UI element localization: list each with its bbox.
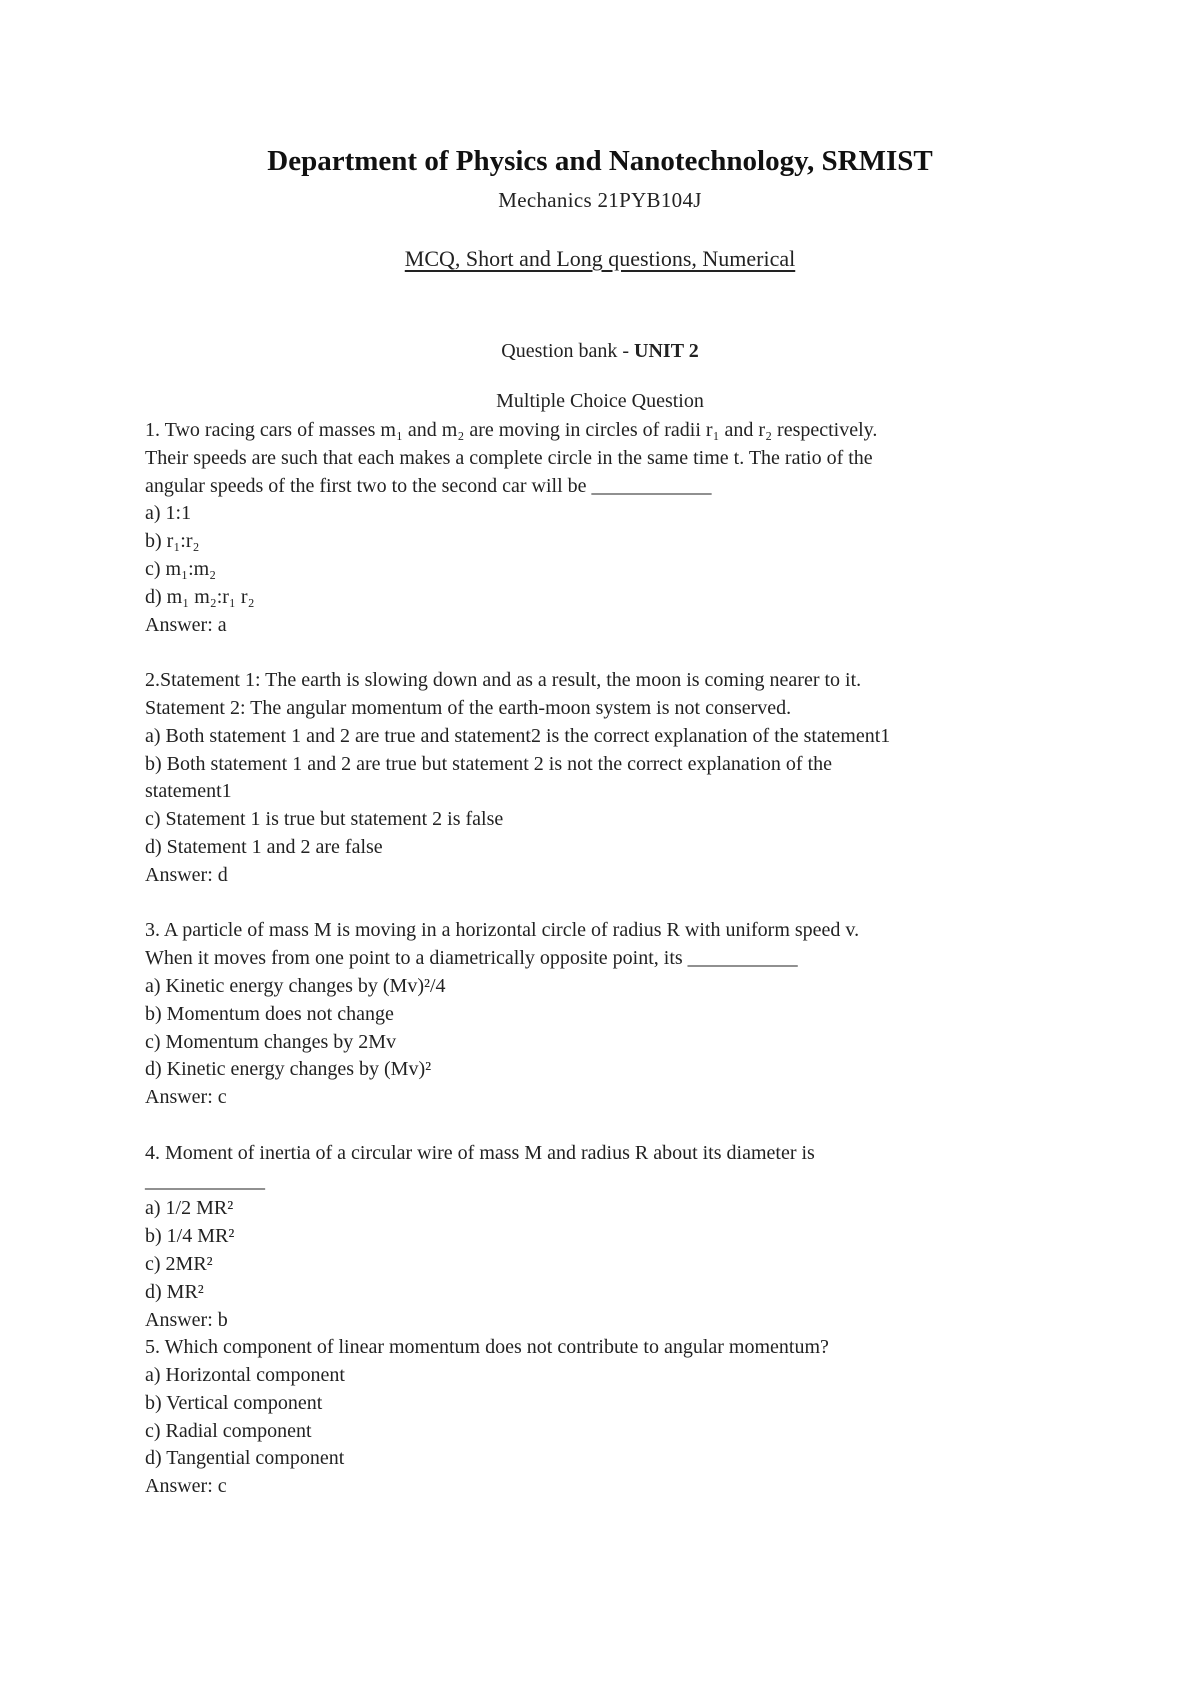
answer: Answer: d: [145, 863, 228, 886]
option-a: a) 1:1: [145, 502, 192, 525]
spacer: [145, 1112, 1075, 1140]
unit-label: UNIT 2: [634, 340, 699, 362]
course-subtitle: Mechanics 21PYB104J: [498, 188, 702, 212]
answer: Answer: b: [145, 1308, 228, 1331]
question-bank-label: [0, 340, 1200, 363]
option-b: b) Both statement 1 and 2 are true but statement 2 is not the correct explanation of the: [145, 752, 833, 775]
option-a: a) Kinetic energy changes by (Mv)²/4: [145, 974, 446, 997]
question-bank-prefix: Question bank -: [501, 340, 635, 362]
option-a: a) Both statement 1 and 2 are true and statement2 is the correct explanation of the statement1: [145, 724, 891, 747]
option-c: c) 2MR²: [145, 1252, 213, 1275]
question-4: [145, 1140, 1075, 1335]
question-line: Their speeds are such that each makes a complete circle in the same time t. The ratio of the: [145, 446, 873, 469]
question-list: [145, 417, 1075, 1501]
option-a: a) 1/2 MR²: [145, 1197, 234, 1220]
option-d: d) Tangential component: [145, 1447, 345, 1470]
question-3: [145, 917, 1075, 1112]
document-title: Department of Physics and Nanotechnology, SRMIST: [267, 145, 933, 177]
option-d: d) MR²: [145, 1280, 204, 1303]
section-heading: MCQ, Short and Long questions, Numerical: [404, 246, 796, 271]
question-line: 1. Two racing cars of masses m₁ and m₂ are moving in circles of radii r₁ and r₂ respectively.: [145, 419, 878, 441]
spacer: [145, 639, 1075, 667]
question-2: [145, 667, 1075, 889]
option-c: c) Radial component: [145, 1419, 312, 1442]
option-d: d) m₁ m₂:r₁ r₂: [145, 585, 255, 608]
mcq-section-title: Multiple Choice Question: [496, 390, 704, 412]
option-c: c) Momentum changes by 2Mv: [145, 1030, 397, 1053]
question-line: 4. Moment of inertia of a circular wire of mass M and radius R about its diameter is: [145, 1141, 815, 1164]
question-line: 3. A particle of mass M is moving in a horizontal circle of radius R with uniform speed v.: [145, 919, 860, 942]
option-d: d) Statement 1 and 2 are false: [145, 835, 383, 858]
spacer: [145, 890, 1075, 918]
question-line: angular speeds of the first two to the second car will be ____________: [145, 474, 712, 497]
answer: Answer: c: [145, 1086, 227, 1109]
answer: Answer: c: [145, 1475, 227, 1498]
question-1: [145, 417, 1075, 639]
question-line: Statement 2: The angular momentum of the earth-moon system is not conserved.: [145, 696, 792, 719]
question-line: 2.Statement 1: The earth is slowing down and as a result, the moon is coming nearer to it.: [145, 669, 862, 692]
option-d: d) Kinetic energy changes by (Mv)²: [145, 1058, 432, 1081]
option-b: b) 1/4 MR²: [145, 1225, 235, 1248]
question-line: When it moves from one point to a diametrically opposite point, its ___________: [145, 947, 798, 970]
option-a: a) Horizontal component: [145, 1364, 345, 1387]
option-b: b) Vertical component: [145, 1391, 323, 1414]
option-b: b) r₁:r₂: [145, 530, 200, 553]
option-c: c) Statement 1 is true but statement 2 is false: [145, 808, 504, 831]
answer: Answer: a: [145, 613, 227, 636]
answer-blank: ____________: [145, 1169, 265, 1192]
question-line: 5. Which component of linear momentum does not contribute to angular momentum?: [145, 1336, 829, 1359]
option-c: c) m₁:m₂: [145, 557, 217, 580]
option-b-continued: statement1: [145, 780, 232, 803]
question-5: [145, 1334, 1075, 1501]
option-b: b) Momentum does not change: [145, 1002, 394, 1025]
